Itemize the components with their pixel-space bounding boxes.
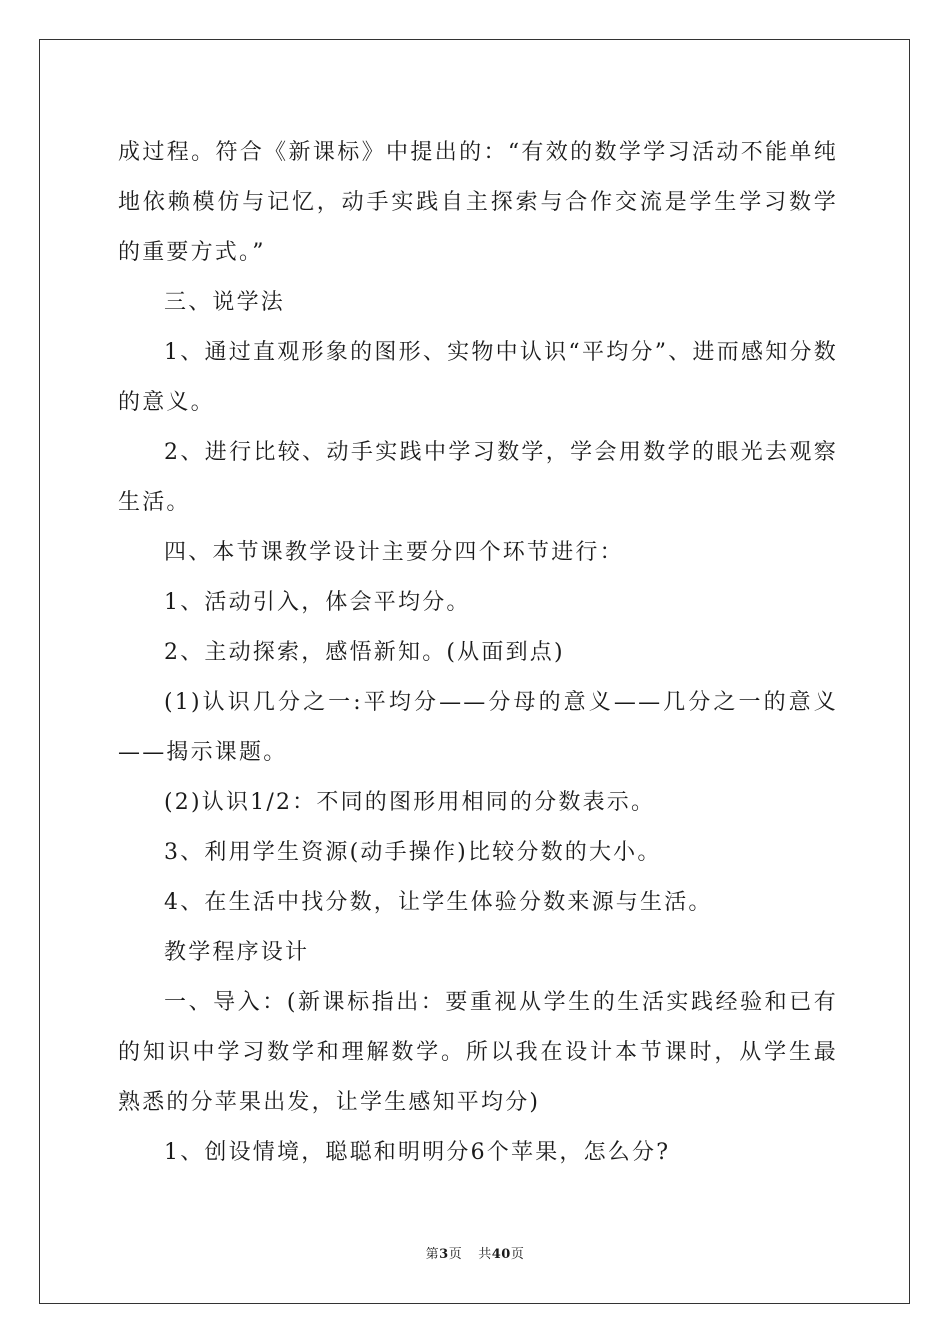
footer-total-suffix: 页 bbox=[510, 1247, 525, 1262]
heading-lesson-design: 四、本节课教学设计主要分四个环节进行： bbox=[164, 540, 624, 565]
page-footer bbox=[0, 1243, 950, 1262]
list-item: 2、进行比较、动手实践中学习数学，学会用数学的眼光去观察生活。 bbox=[118, 440, 838, 515]
footer-page-suffix: 页 bbox=[448, 1247, 463, 1262]
list-item: 1、创设情境，聪聪和明明分6个苹果，怎么分? bbox=[164, 1140, 671, 1165]
heading-teaching-procedure: 教学程序设计 bbox=[164, 940, 310, 965]
paragraph-introduction: 一、导入：(新课标指出：要重视从学生的生活实践经验和已有的知识中学习数学和理解数学。所以我在设计本节课时，从学生最熟悉的分苹果出发，让学生感知平均分) bbox=[118, 990, 838, 1115]
list-item: 1、活动引入，体会平均分。 bbox=[164, 590, 471, 615]
paragraph-continuation: 成过程。符合《新课标》中提出的：“有效的数学学习活动不能单纯地依赖模仿与记忆，动手实践自主探索与合作交流是学生学习数学的重要方式。” bbox=[118, 140, 838, 265]
footer-total-prefix: 共 bbox=[478, 1247, 492, 1262]
list-item: 1、通过直观形象的图形、实物中认识“平均分”、进而感知分数的意义。 bbox=[118, 340, 838, 415]
sub-list-item: (1)认识几分之一:平均分——分母的意义——几分之一的意义——揭示课题。 bbox=[118, 690, 838, 765]
heading-study-method: 三、说学法 bbox=[164, 290, 286, 315]
footer-page-number: 3 bbox=[439, 1247, 449, 1262]
list-item: 4、在生活中找分数，让学生体验分数来源与生活。 bbox=[164, 890, 713, 915]
document-body bbox=[118, 128, 838, 1178]
footer-prefix: 第 bbox=[425, 1247, 440, 1262]
footer-total-pages: 40 bbox=[491, 1247, 511, 1262]
list-item: 3、利用学生资源(动手操作)比较分数的大小。 bbox=[164, 840, 662, 865]
sub-list-item: (2)认识1/2：不同的图形用相同的分数表示。 bbox=[164, 790, 656, 815]
list-item: 2、主动探索，感悟新知。(从面到点) bbox=[164, 640, 565, 665]
